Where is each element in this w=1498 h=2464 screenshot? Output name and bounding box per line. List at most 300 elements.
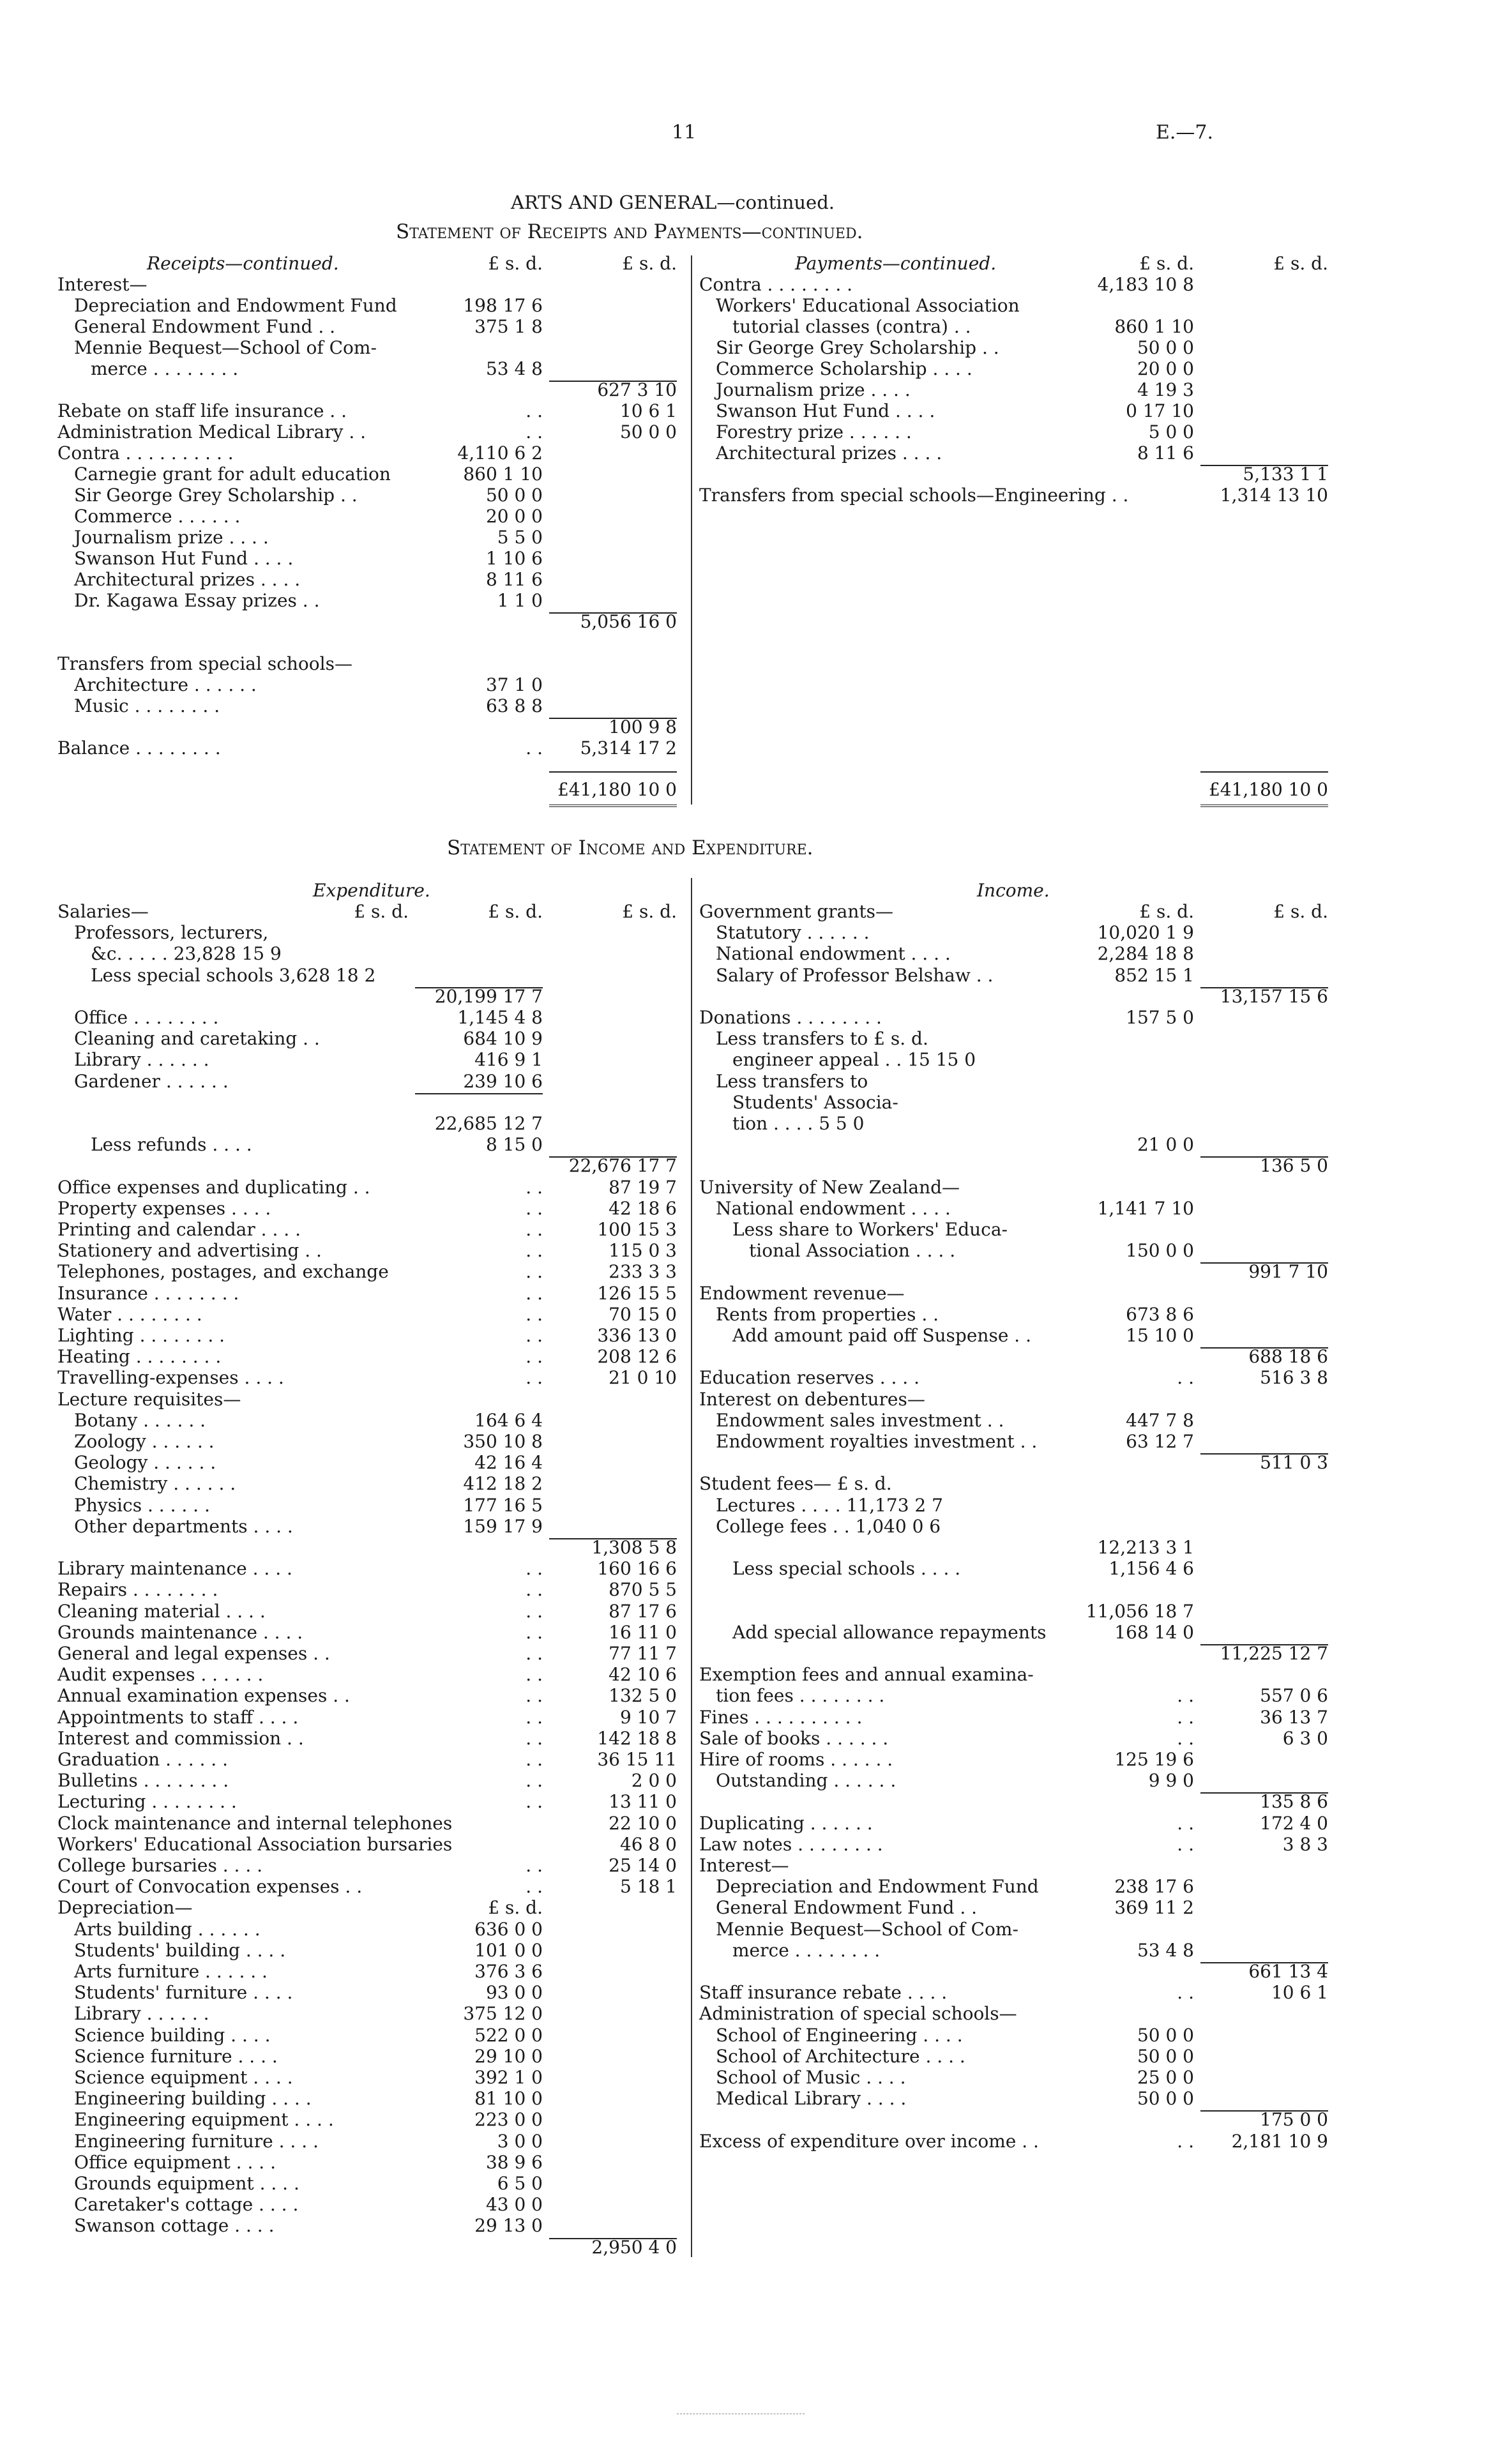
expenditure-row: Workers' Educational Association bursaries (57, 1833, 453, 1855)
expenditure-row: Engineering equipment . . . . (74, 2109, 334, 2131)
column-heading: £ s. d. (622, 901, 677, 922)
receipt-row: Administration Medical Library . . (57, 421, 367, 442)
expenditure-row: Lecturing . . . . . . . . (57, 1791, 237, 1813)
income-row: Outstanding . . . . . . (716, 1770, 897, 1792)
amount-cell: 53 4 8 (1137, 1939, 1194, 1961)
expenditure-row: Bulletins . . . . . . . . (57, 1770, 229, 1792)
expenditure-row: Telephones, postages, and exchange (57, 1261, 389, 1283)
amount-cell: 852 15 1 (1114, 964, 1194, 986)
income-row: Add amount paid off Suspense . . (732, 1325, 1031, 1346)
column-heading: £ s. d. (1273, 901, 1328, 922)
amount-cell: 1 1 0 (497, 590, 543, 611)
receipt-row: Balance . . . . . . . . (57, 737, 221, 759)
total-cell: 661 13 4 (1248, 1961, 1328, 1982)
income-row: Add special allowance repayments (732, 1621, 1047, 1643)
income-row: Exemption fees and annual examina- (699, 1664, 1034, 1686)
total-cell: 9 10 7 (619, 1706, 677, 1728)
income-row: Duplicating . . . . . . (699, 1812, 873, 1834)
amount-cell: . . (526, 1706, 543, 1728)
expenditure-row: Students' building . . . . (74, 1939, 286, 1961)
expenditure-row: Arts building . . . . . . (74, 1918, 261, 1940)
amount-cell: 239 10 6 (463, 1070, 543, 1092)
amount-cell: 860 1 10 (463, 464, 543, 485)
income-row: Rents from properties . . (716, 1303, 939, 1325)
income-row: tional Association . . . . (749, 1240, 956, 1262)
amount-cell: 38 9 6 (485, 2151, 543, 2173)
amount-cell: 43 0 0 (485, 2194, 543, 2216)
expenditure-row: Repairs . . . . . . . . (57, 1579, 218, 1601)
amount-cell: . . (526, 1176, 543, 1198)
receipt-row: Music . . . . . . . . (74, 695, 220, 716)
receipt-row: Transfers from special schools— (57, 653, 352, 674)
income-row: University of New Zealand— (699, 1176, 960, 1198)
amount-cell: . . (1177, 1727, 1194, 1749)
total-cell: 22 10 0 (609, 1812, 677, 1834)
income-expenditure-title: Statement of Income and Expenditure. (447, 836, 813, 859)
amount-cell: 5 0 0 (1148, 421, 1194, 442)
expenditure-row: Property expenses . . . . (57, 1197, 271, 1219)
amount-cell: 684 10 9 (463, 1028, 543, 1050)
amount-cell: 159 17 9 (463, 1515, 543, 1537)
payment-row: Transfers from special schools—Engineering . . (699, 485, 1129, 506)
total-cell: 36 15 11 (597, 1749, 677, 1770)
total-cell: 2,181 10 9 (1231, 2130, 1328, 2152)
amount-cell: 8 11 6 (485, 569, 543, 590)
amount-cell: 29 10 0 (474, 2045, 543, 2067)
amount-cell: . . (526, 1219, 543, 1240)
expenditure-row: Lecture requisites— (57, 1388, 241, 1410)
amount-cell: . . (526, 1367, 543, 1389)
amount-cell: 416 9 1 (474, 1049, 543, 1071)
income-row: Lectures . . . . 11,173 2 7 (716, 1494, 943, 1516)
amount-cell: . . (526, 1791, 543, 1813)
total-cell: 21 0 10 (609, 1367, 677, 1389)
income-row: Fines . . . . . . . . . . (699, 1706, 863, 1728)
amount-cell: . . (526, 1685, 543, 1707)
grand-total-double-rule (1200, 805, 1328, 807)
amount-cell: 168 14 0 (1114, 1621, 1194, 1643)
receipts-heading: Receipts—continued. (147, 253, 339, 274)
income-row: Salary of Professor Belshaw . . (716, 964, 994, 986)
amount-cell: 2,284 18 8 (1097, 943, 1194, 965)
expenditure-row: Library . . . . . . (74, 1049, 209, 1071)
payment-row: Forestry prize . . . . . . (716, 421, 912, 442)
ie-divider (691, 878, 692, 2257)
payment-row: Contra . . . . . . . . (699, 274, 853, 295)
expenditure-row: Heating . . . . . . . . (57, 1346, 222, 1368)
amount-cell: 1,141 7 10 (1097, 1197, 1194, 1219)
amount-cell: . . (526, 1325, 543, 1346)
amount-cell: . . (526, 1558, 543, 1580)
amount-cell: 177 16 5 (463, 1494, 543, 1516)
income-row: Medical Library . . . . (716, 2088, 907, 2110)
column-heading: £ s. d. (488, 901, 543, 922)
amount-cell: 8 11 6 (1137, 442, 1194, 464)
amount-cell: . . (1177, 1812, 1194, 1834)
receipt-row: Contra . . . . . . . . . . (57, 442, 234, 464)
receipt-row: Journalism prize . . . . (74, 527, 269, 548)
amount-cell: . . (526, 400, 543, 421)
total-cell: 100 9 8 (609, 716, 677, 737)
receipt-row: Architectural prizes . . . . (74, 569, 301, 590)
amount-cell: 10,020 1 9 (1097, 922, 1194, 944)
section-title: ARTS AND GENERAL—continued. (511, 192, 835, 213)
receipt-row: Swanson Hut Fund . . . . (74, 548, 294, 569)
expenditure-row: Annual examination expenses . . (57, 1685, 350, 1707)
receipt-row: Depreciation and Endowment Fund (74, 295, 397, 316)
income-row: Education reserves . . . . (699, 1367, 920, 1389)
income-row: Sale of books . . . . . . (699, 1727, 889, 1749)
expenditure-row: Caretaker's cottage . . . . (74, 2194, 299, 2216)
total-cell: 87 19 7 (609, 1176, 677, 1198)
amount-cell: £ s. d. (1139, 901, 1194, 922)
amount-cell: 4,183 10 8 (1097, 274, 1194, 295)
total-cell: 25 14 0 (609, 1855, 677, 1876)
amount-cell: 1,145 4 8 (457, 1007, 543, 1028)
income-row: Less transfers to £ s. d. (716, 1028, 928, 1050)
income-row: School of Music . . . . (716, 2067, 906, 2088)
total-cell: 13,157 15 6 (1220, 985, 1328, 1007)
receipts-total: £41,180 10 0 (557, 779, 677, 800)
expenditure-row: College bursaries . . . . (57, 1855, 263, 1876)
expenditure-row: Geology . . . . . . (74, 1452, 216, 1474)
total-cell: 1,314 13 10 (1220, 485, 1328, 506)
total-cell: 16 11 0 (609, 1621, 677, 1643)
amount-cell: 20 0 0 (485, 506, 543, 527)
amount-cell: . . (526, 1727, 543, 1749)
amount-cell: 8 15 0 (485, 1134, 543, 1156)
income-row: Donations . . . . . . . . (699, 1007, 882, 1028)
amount-cell: . . (526, 1643, 543, 1664)
amount-cell: 0 17 10 (1126, 400, 1194, 421)
column-heading: £ s. d. (1273, 253, 1328, 274)
expenditure-row: Audit expenses . . . . . . (57, 1664, 264, 1686)
amount-cell: 673 8 6 (1126, 1303, 1194, 1325)
amount-cell: 37 1 0 (485, 674, 543, 695)
column-heading: £ s. d. (622, 253, 677, 274)
grand-total-rule (549, 771, 677, 773)
amount-cell: 157 5 0 (1126, 1007, 1194, 1028)
expenditure-row: Professors, lecturers, (74, 922, 269, 944)
amount-cell: . . (526, 1303, 543, 1325)
amount-cell: . . (526, 1749, 543, 1770)
total-cell: 627 3 10 (597, 379, 677, 400)
total-cell: 160 16 6 (597, 1558, 677, 1580)
amount-cell: . . (526, 1621, 543, 1643)
column-heading: £ s. d. (1139, 253, 1194, 274)
amount-cell: 11,056 18 7 (1086, 1600, 1194, 1622)
income-row: Hire of rooms . . . . . . (699, 1749, 893, 1770)
amount-cell: . . (1177, 1982, 1194, 2004)
income-row: Student fees— £ s. d. (699, 1473, 892, 1495)
amount-cell: . . (526, 1855, 543, 1876)
payment-row: Sir George Grey Scholarship . . (716, 337, 999, 358)
income-row: Law notes . . . . . . . . (699, 1833, 883, 1855)
payments-heading: Payments—continued. (795, 253, 997, 274)
total-cell: 172 4 0 (1260, 1812, 1328, 1834)
amount-cell: 150 0 0 (1126, 1240, 1194, 1262)
total-cell: 6 3 0 (1282, 1727, 1328, 1749)
income-heading: Income. (977, 880, 1050, 901)
total-cell: 22,676 17 7 (568, 1155, 677, 1177)
amount-cell: 81 10 0 (474, 2088, 543, 2110)
receipt-row: Commerce . . . . . . (74, 506, 241, 527)
expenditure-row: Cleaning and caretaking . . (74, 1028, 320, 1050)
expenditure-row: Water . . . . . . . . (57, 1303, 202, 1325)
amount-cell: . . (526, 1664, 543, 1686)
total-cell: 3 8 3 (1282, 1833, 1328, 1855)
amount-cell: 63 12 7 (1126, 1431, 1194, 1452)
total-cell: 516 3 8 (1260, 1367, 1328, 1389)
amount-cell: 522 0 0 (474, 2024, 543, 2046)
total-cell: 208 12 6 (597, 1346, 677, 1368)
amount-cell: . . (526, 737, 543, 759)
income-row: Mennie Bequest—School of Com- (716, 1918, 1018, 1940)
total-cell: 2,950 4 0 (591, 2236, 677, 2258)
total-cell: 135 8 6 (1260, 1791, 1328, 1813)
total-cell: 688 18 6 (1248, 1346, 1328, 1368)
income-row: Less special schools . . . . (732, 1558, 961, 1580)
total-cell: 77 11 7 (609, 1643, 677, 1664)
expenditure-row: Grounds equipment . . . . (74, 2173, 299, 2194)
income-row: Statutory . . . . . . (716, 922, 870, 944)
expenditure-row: Less refunds . . . . (91, 1134, 252, 1156)
payment-row: tutorial classes (contra) . . (732, 316, 971, 337)
total-cell: 50 0 0 (619, 421, 677, 442)
amount-cell: . . (526, 421, 543, 442)
income-row: School of Engineering . . . . (716, 2024, 963, 2046)
expenditure-row: Stationery and advertising . . (57, 1240, 322, 1262)
amount-cell: . . (526, 1770, 543, 1792)
total-cell: 2 0 0 (631, 1770, 677, 1792)
income-row: Endowment sales investment . . (716, 1409, 1004, 1431)
total-cell: 870 5 5 (609, 1579, 677, 1601)
amount-cell: . . (1177, 1706, 1194, 1728)
amount-cell: 29 13 0 (474, 2215, 543, 2237)
amount-cell: 53 4 8 (485, 358, 543, 379)
amount-cell: 101 0 0 (474, 1939, 543, 1961)
expenditure-row: General and legal expenses . . (57, 1643, 330, 1664)
amount-cell: . . (526, 1600, 543, 1622)
expenditure-row: Insurance . . . . . . . . (57, 1282, 239, 1304)
receipt-row: Dr. Kagawa Essay prizes . . (74, 590, 320, 611)
payment-row: Swanson Hut Fund . . . . (716, 400, 935, 421)
income-row: Depreciation and Endowment Fund (716, 1876, 1039, 1898)
expenditure-row: Clock maintenance and internal telephones (57, 1812, 453, 1834)
amount-cell: 125 19 6 (1114, 1749, 1194, 1770)
expenditure-row: Cleaning material . . . . (57, 1600, 266, 1622)
amount-cell: 350 10 8 (463, 1431, 543, 1452)
income-row: tion fees . . . . . . . . (716, 1685, 885, 1707)
expenditure-row: Other departments . . . . (74, 1515, 293, 1537)
total-cell: 46 8 0 (619, 1833, 677, 1855)
total-cell: 115 0 3 (609, 1240, 677, 1262)
amount-cell: 21 0 0 (1137, 1134, 1194, 1156)
payments-total: £41,180 10 0 (1208, 779, 1328, 800)
amount-cell: 4,110 6 2 (457, 442, 543, 464)
expenditure-row: Office equipment . . . . (74, 2151, 276, 2173)
total-cell: 100 15 3 (597, 1219, 677, 1240)
amount-cell: . . (526, 1240, 543, 1262)
payment-row: Workers' Educational Association (716, 295, 1020, 316)
total-cell: 511 0 3 (1260, 1452, 1328, 1474)
subtotal-rule (415, 1093, 543, 1094)
expenditure-row: Science equipment . . . . (74, 2067, 293, 2088)
income-row: Interest— (699, 1855, 789, 1876)
expenditure-row: Appointments to staff . . . . (57, 1706, 299, 1728)
amount-cell: . . (526, 1876, 543, 1898)
amount-cell: £ s. d. (488, 1897, 543, 1919)
page-number: 11 (672, 121, 697, 144)
expenditure-heading: Expenditure. (313, 880, 430, 901)
income-row: Interest on debentures— (699, 1388, 925, 1410)
amount-cell: 50 0 0 (1137, 2088, 1194, 2110)
expenditure-row: &c. . . . . 23,828 15 9 (91, 943, 282, 965)
expenditure-row: Library . . . . . . (74, 2003, 209, 2025)
expenditure-row: Science furniture . . . . (74, 2045, 278, 2067)
expenditure-row: Salaries— (57, 901, 149, 922)
expenditure-row: Less special schools 3,628 18 2 (91, 964, 376, 986)
total-cell: 10 6 1 (619, 400, 677, 421)
amount-cell: 50 0 0 (1137, 337, 1194, 358)
amount-cell: 447 7 8 (1126, 1409, 1194, 1431)
grand-total-double-rule (549, 805, 677, 807)
amount-cell: 636 0 0 (474, 1918, 543, 1940)
amount-cell: 376 3 6 (474, 1961, 543, 1982)
expenditure-row: Lighting . . . . . . . . (57, 1325, 225, 1346)
amount-cell: 164 6 4 (474, 1409, 543, 1431)
total-cell: 5,056 16 0 (580, 611, 677, 632)
amount-cell: 375 1 8 (474, 316, 543, 337)
amount-cell: 1,156 4 6 (1108, 1558, 1194, 1580)
amount-cell: 392 1 0 (474, 2067, 543, 2088)
amount-cell: 42 16 4 (474, 1452, 543, 1474)
total-cell: 5,314 17 2 (580, 737, 677, 759)
payment-row: Architectural prizes . . . . (716, 442, 942, 464)
total-cell: 136 5 0 (1260, 1155, 1328, 1177)
expenditure-row: Office expenses and duplicating . . (57, 1176, 370, 1198)
expenditure-row: Library maintenance . . . . (57, 1558, 292, 1580)
amount-cell: . . (526, 1346, 543, 1368)
amount-cell: 1 10 6 (485, 548, 543, 569)
income-row: tion . . . . 5 5 0 (732, 1113, 865, 1134)
amount-cell: . . (1177, 2130, 1194, 2152)
income-row: Less transfers to (716, 1070, 868, 1092)
amount-cell: 9 9 0 (1148, 1770, 1194, 1792)
total-cell: 233 3 3 (609, 1261, 677, 1283)
amount-cell: 93 0 0 (485, 1982, 543, 2004)
expenditure-row: Science building . . . . (74, 2024, 271, 2046)
amount-cell: . . (1177, 1685, 1194, 1707)
receipts-payments-title: Statement of Receipts and Payments—continued. (396, 220, 863, 243)
total-cell: 87 17 6 (609, 1600, 677, 1622)
payment-row: Journalism prize . . . . (716, 379, 911, 400)
expenditure-row: Graduation . . . . . . (57, 1749, 228, 1770)
amount-cell: . . (526, 1197, 543, 1219)
amount-cell: 860 1 10 (1114, 316, 1194, 337)
expenditure-row: Physics . . . . . . (74, 1494, 210, 1516)
amount-cell: 12,213 3 1 (1097, 1537, 1194, 1558)
income-row: Endowment royalties investment . . (716, 1431, 1038, 1452)
income-row: Endowment revenue— (699, 1282, 905, 1304)
expenditure-row: Engineering furniture . . . . (74, 2130, 319, 2152)
income-row: Staff insurance rebate . . . . (699, 1982, 948, 2004)
column-heading: £ s. d. (354, 901, 409, 922)
receipt-row: Rebate on staff life insurance . . (57, 400, 347, 421)
total-cell: 70 15 0 (609, 1303, 677, 1325)
amount-cell: 50 0 0 (485, 485, 543, 506)
income-row: Less share to Workers' Educa- (732, 1219, 1008, 1240)
total-cell: 36 13 7 (1260, 1706, 1328, 1728)
expenditure-row: Court of Convocation expenses . . (57, 1876, 363, 1898)
total-cell: 336 13 0 (597, 1325, 677, 1346)
income-row: engineer appeal . . 15 15 0 (732, 1049, 976, 1071)
expenditure-row: Travelling-expenses . . . . (57, 1367, 284, 1389)
receipt-row: Interest— (57, 274, 148, 295)
amount-cell: 63 8 8 (485, 695, 543, 716)
income-row: merce . . . . . . . . (732, 1939, 881, 1961)
expenditure-row: Depreciation— (57, 1897, 193, 1919)
total-cell: 126 15 5 (597, 1282, 677, 1304)
amount-cell: 50 0 0 (1137, 2045, 1194, 2067)
amount-cell: 15 10 0 (1126, 1325, 1194, 1346)
rp-divider (691, 255, 692, 805)
expenditure-row: Printing and calendar . . . . (57, 1219, 301, 1240)
income-row: School of Architecture . . . . (716, 2045, 965, 2067)
receipt-row: General Endowment Fund . . (74, 316, 336, 337)
receipt-row: Architecture . . . . . . (74, 674, 257, 695)
expenditure-row: Engineering building . . . . (74, 2088, 312, 2110)
total-cell: 1,308 5 8 (591, 1537, 677, 1558)
income-row: General Endowment Fund . . (716, 1897, 978, 1919)
amount-cell: . . (1177, 1367, 1194, 1389)
total-cell: 11,225 12 7 (1220, 1643, 1328, 1664)
expenditure-row: Arts furniture . . . . . . (74, 1961, 268, 1982)
expenditure-row: Grounds maintenance . . . . (57, 1621, 303, 1643)
total-cell: 5 18 1 (619, 1876, 677, 1898)
amount-cell: 6 5 0 (497, 2173, 543, 2194)
total-cell: 13 11 0 (609, 1791, 677, 1813)
amount-cell: . . (526, 1282, 543, 1304)
amount-cell: 20,199 17 7 (434, 985, 543, 1007)
income-row: Administration of special schools— (699, 2003, 1017, 2025)
receipt-row: Carnegie grant for adult education (74, 464, 391, 485)
total-cell: 42 10 6 (609, 1664, 677, 1686)
income-row: Excess of expenditure over income . . (699, 2130, 1039, 2152)
payment-row: Commerce Scholarship . . . . (716, 358, 972, 379)
amount-cell: . . (1177, 1833, 1194, 1855)
column-heading: £ s. d. (488, 253, 543, 274)
amount-cell: 412 18 2 (463, 1473, 543, 1495)
income-row: National endowment . . . . (716, 1197, 951, 1219)
income-row: Students' Associa- (732, 1091, 898, 1113)
expenditure-row: Swanson cottage . . . . (74, 2215, 275, 2237)
expenditure-row: Interest and commission . . (57, 1727, 304, 1749)
total-cell: 557 0 6 (1260, 1685, 1328, 1707)
grand-total-rule (1200, 771, 1328, 773)
expenditure-row: Chemistry . . . . . . (74, 1473, 236, 1495)
amount-cell: 20 0 0 (1137, 358, 1194, 379)
total-cell: 991 7 10 (1248, 1261, 1328, 1283)
amount-cell: 5 5 0 (497, 527, 543, 548)
expenditure-row: Botany . . . . . . (74, 1409, 206, 1431)
amount-cell: 4 19 3 (1137, 379, 1194, 400)
total-cell: 5,133 1 1 (1243, 464, 1328, 485)
amount-cell: 50 0 0 (1137, 2024, 1194, 2046)
amount-cell: . . (526, 1579, 543, 1601)
receipt-row: merce . . . . . . . . (91, 358, 239, 379)
amount-cell: 22,685 12 7 (434, 1113, 543, 1134)
